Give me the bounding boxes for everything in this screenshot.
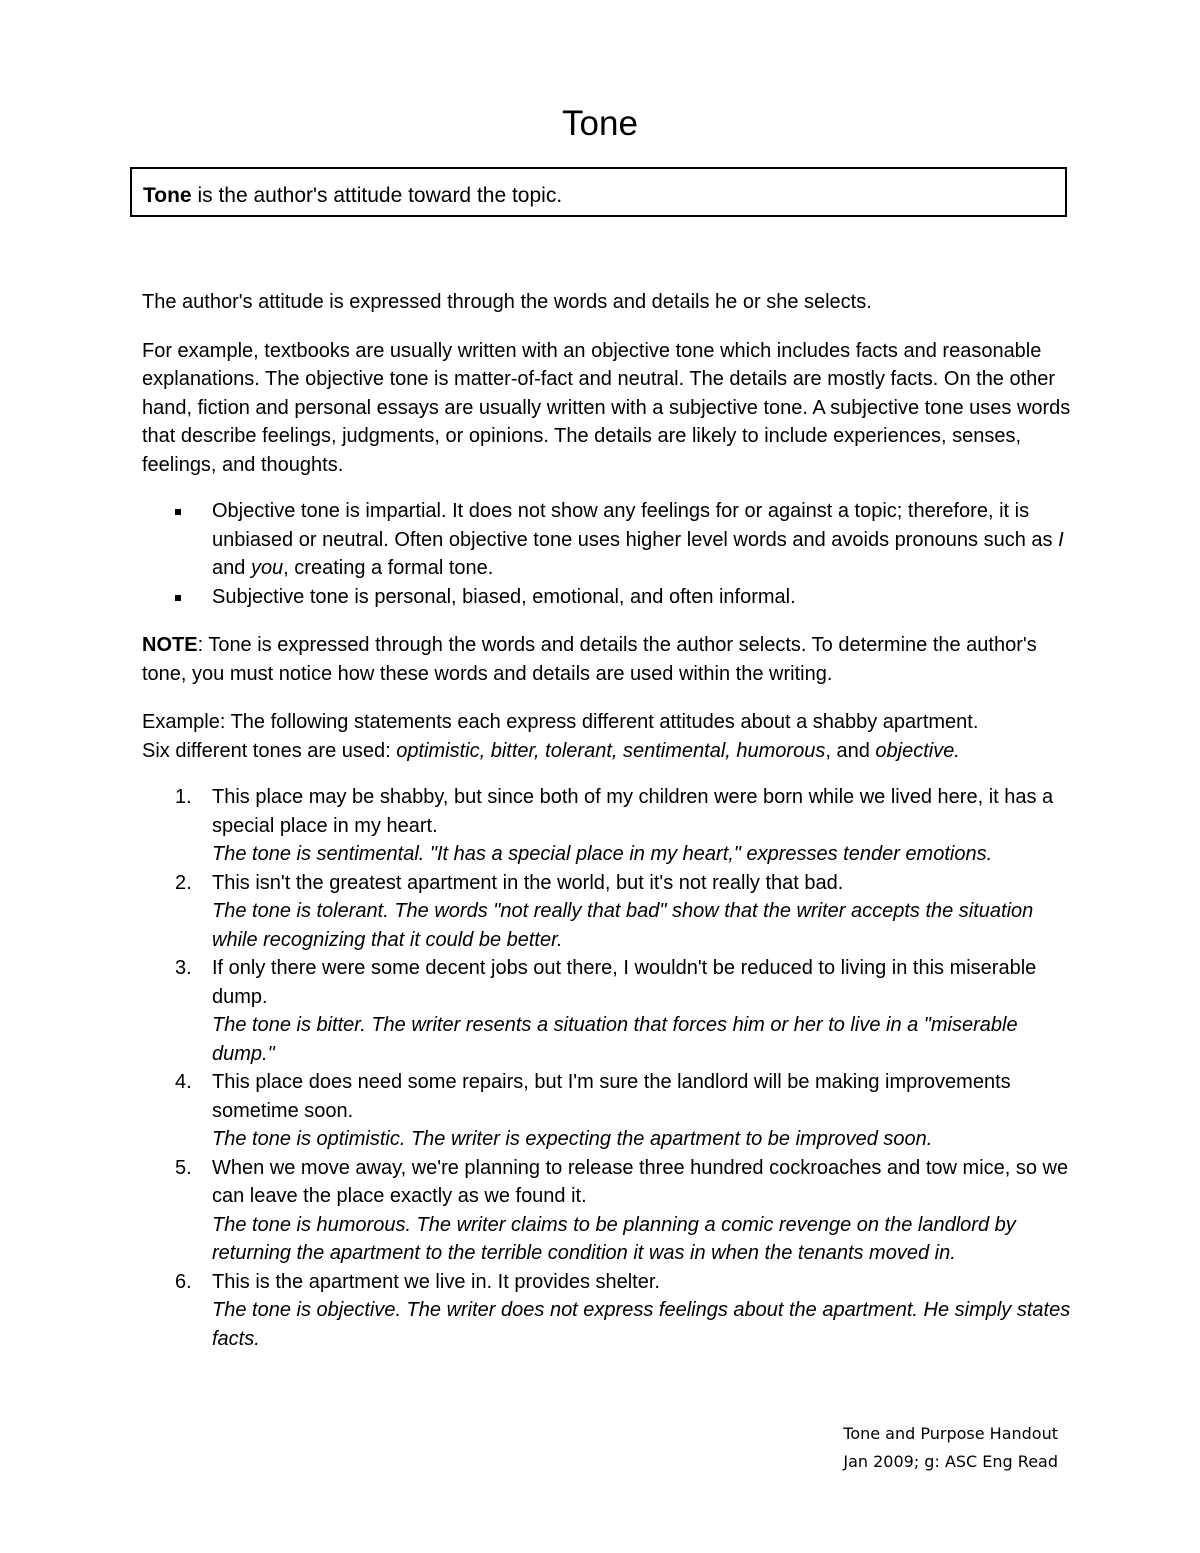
- bullet-square-icon: [175, 509, 181, 515]
- definition-term: Tone: [143, 184, 192, 207]
- main-content: [142, 288, 1072, 1353]
- body-paragraph: For example, textbooks are usually written with an objective tone which includes facts and reasonable explanations. The objective tone is matter-of-fact and neutral. The details are mostly facts. On the other hand, fiction and personal essays are usually written with a subjective tone. A subjective tone uses words that describe feelings, judgments, or opinions. The details are likely to include experiences, senses, feelings, and thoughts.: [142, 339, 1071, 476]
- list-item: 4. This place does need some repairs, but I'm sure the landlord will be making improvements sometime soon. The tone is optimistic. The writer is expecting the apartment to be improved soon.: [212, 1068, 1072, 1154]
- intro-paragraph: The author's attitude is expressed through the words and details he or she selects.: [142, 291, 872, 313]
- bullet-square-icon: [175, 595, 181, 601]
- examples-list: [142, 783, 1072, 1353]
- example-explanation: The tone is humorous. The writer claims to be planning a comic revenge on the landlord by returning the apartment to the terrible condition it was in when the tenants moved in.: [212, 1213, 1016, 1264]
- example-statement: This place may be shabby, but since both of my children were born while we lived here, it has a special place in my heart.: [212, 786, 1054, 837]
- example-statement: This is the apartment we live in. It provides shelter.: [212, 1270, 660, 1293]
- list-item: 3. If only there were some decent jobs out there, I wouldn't be reduced to living in this miserable dump. The tone is bitter. The writer resents a situation that forces him or her to live in a "miserable dump.": [212, 954, 1072, 1068]
- example-statement: If only there were some decent jobs out there, I wouldn't be reduced to living in this miserable dump.: [212, 957, 1037, 1008]
- definition-text: is the author's attitude toward the topic.: [191, 184, 563, 207]
- example-intro: Example: The following statements each express different attitudes about a shabby apartment. Six different tones are used: optimistic, bitter, tolerant, sentimental, humorous, and objective.: [142, 711, 979, 762]
- example-explanation: The tone is tolerant. The words "not really that bad" show that the writer accepts the situation while recognizing that it could be better.: [212, 900, 1034, 951]
- example-explanation: The tone is objective. The writer does not express feelings about the apartment. He simply states facts.: [212, 1299, 1071, 1350]
- bullet-item-objective: Objective tone is impartial. It does not show any feelings for or against a topic; therefore, it is unbiased or neutral. Often objective tone uses higher level words and avoids pronouns such as I and you, creating a formal tone.: [212, 497, 1072, 583]
- note-text: : Tone is expressed through the words and details the author selects. To determine the author's tone, you must notice how these words and details are used within the writing.: [142, 634, 1037, 685]
- tone-bullet-list: [142, 497, 1072, 611]
- note-paragraph: [142, 631, 1072, 688]
- footer-line-1: Tone and Purpose Handout: [843, 1424, 1058, 1443]
- example-statement: This isn't the greatest apartment in the world, but it's not really that bad.: [212, 871, 844, 894]
- example-statement: This place does need some repairs, but I'm sure the landlord will be making improvements sometime soon.: [212, 1071, 1011, 1122]
- page-title: Tone: [562, 104, 638, 143]
- footer-line-2: Jan 2009; g: ASC Eng Read: [843, 1452, 1058, 1471]
- example-statement: When we move away, we're planning to release three hundred cockroaches and tow mice, so we can leave the place exactly as we found it.: [212, 1156, 1069, 1207]
- page-footer: [843, 1420, 1058, 1476]
- example-explanation: The tone is sentimental. "It has a special place in my heart," expresses tender emotions.: [212, 843, 993, 865]
- example-explanation: The tone is bitter. The writer resents a situation that forces him or her to live in a "miserable dump.": [212, 1014, 1018, 1065]
- list-item: 6. This is the apartment we live in. It provides shelter. The tone is objective. The writer does not express feelings about the apartment. He simply states facts.: [212, 1268, 1072, 1354]
- note-label: NOTE: [142, 634, 198, 656]
- tone-list: optimistic, bitter, tolerant, sentimental, humorous: [396, 739, 826, 762]
- list-item: 2. This isn't the greatest apartment in the world, but it's not really that bad. The tone is tolerant. The words "not really that bad" show that the writer accepts the situation while recognizing that it could be better.: [212, 869, 1072, 955]
- bullet-item-subjective: Subjective tone is personal, biased, emotional, and often informal.: [212, 583, 1072, 612]
- list-item: 5. When we move away, we're planning to release three hundred cockroaches and tow mice, so we can leave the place exactly as we found it. The tone is humorous. The writer claims to be planning a comic revenge on the landlord by returning the apartment to the terrible condition it was in when the tenants moved in.: [212, 1154, 1072, 1268]
- example-explanation: The tone is optimistic. The writer is expecting the apartment to be improved soon.: [212, 1128, 933, 1150]
- definition-box: [130, 167, 1067, 217]
- list-item: 1. This place may be shabby, but since both of my children were born while we lived here, it has a special place in my heart. The tone is sentimental. "It has a special place in my heart," expresses tender emotions.: [212, 783, 1072, 869]
